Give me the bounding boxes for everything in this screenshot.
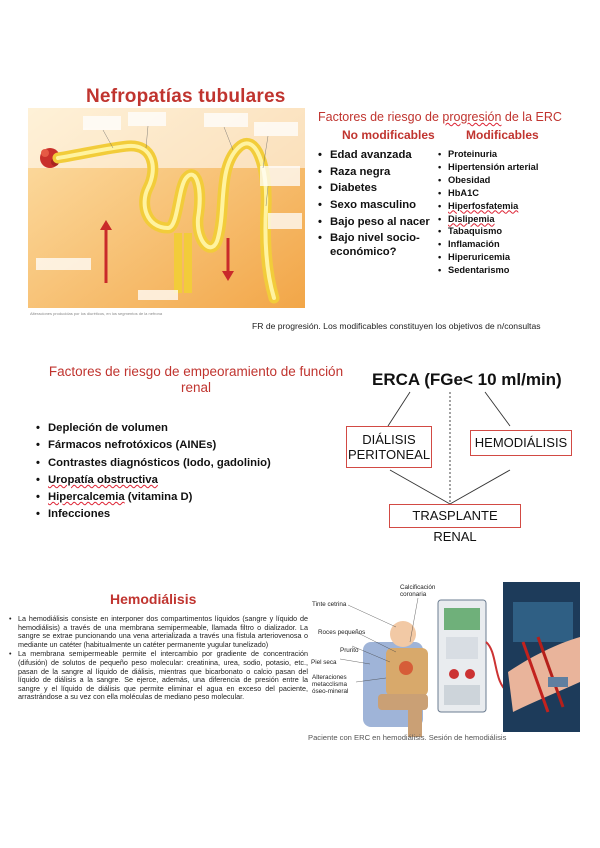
list-item: • Depleción de volumen: [36, 420, 271, 437]
list-item: • Hiperfosfatemia: [438, 200, 573, 213]
list-item: • Sexo masculino: [318, 199, 436, 213]
modifiable-header: Modificables: [466, 128, 539, 142]
worsening-factors-list: [36, 420, 271, 524]
trasplante-box: TRASPLANTE RENAL: [389, 504, 521, 528]
list-item: • Tabaquismo: [438, 225, 573, 238]
hemodialysis-photo: [503, 582, 580, 732]
progression-note: FR de progresión. Los modificables constituyen los objetivos de n/consultas: [252, 321, 541, 331]
hemodialysis-paragraphs: [8, 615, 308, 703]
list-item: • Hipertensión arterial: [438, 161, 573, 174]
hemodialysis-illustration: [308, 582, 580, 745]
list-item: • Bajo nivel socio-económico?: [318, 232, 436, 259]
label-alteraciones: Alteraciones metacclisma óseo-mineral: [312, 674, 349, 695]
list-item: • Fármacos nefrotóxicos (AINEs): [36, 437, 271, 454]
hemodialisis-box: HEMODIÁLISIS: [470, 430, 572, 456]
list-item: • Sedentarismo: [438, 264, 573, 277]
list-item: • Infecciones: [36, 506, 271, 523]
label-calcificacion: Calcificación coronaria: [400, 584, 436, 598]
non-modifiable-header: No modificables: [342, 128, 435, 142]
list-item: • HbA1C: [438, 187, 573, 200]
list-item: • Proteinuria: [438, 148, 573, 161]
list-item: • Diabetes: [318, 182, 436, 196]
list-item: • Obesidad: [438, 174, 573, 187]
erca-title: ERCA (FGe< 10 ml/min): [372, 370, 562, 389]
label-roces: Roces pequeños: [318, 629, 366, 636]
progression-risk-panel: [318, 110, 568, 290]
list-item: • Hipercalcemia (vitamina D): [36, 489, 271, 506]
modifiable-list: [438, 148, 573, 277]
list-item: • La membrana semipermeable permite el intercambio por gradiente de concentración (difusión) de solutos de pequeño peso molecular: creatinina, urea, sodio, potasio, etc., pasan de la sangre al líquido de diálisis, mientras que bicarbonato o calcio pasan del líquido de diálisis a la sangre. Se ejerce, además, una diferencia de presión entre la sangre y el líquido de diálisis que permite eliminar el agua en exceso del paciente, arrastrándose a su vez con ella moléculas de mediano peso molecular.: [8, 650, 308, 702]
list-item: • Contrastes diagnósticos (Iodo, gadolinio): [36, 455, 271, 472]
nephron-slide: [28, 74, 305, 319]
label-piel: Piel seca: [311, 659, 337, 666]
slide3-caption: Paciente con ERC en hemodiálisis. Sesión de hemodiálisis: [308, 733, 507, 742]
slide3-title: Hemodiálisis: [110, 591, 197, 607]
label-tinte: Tinte cetrina: [312, 601, 347, 608]
list-item: • Dislipemia: [438, 213, 573, 226]
list-item: • Edad avanzada: [318, 149, 436, 163]
slide1-caption: Alteraciones producidas por los diuréticos, en los segmentos de la nefrona: [30, 311, 163, 316]
dialisis-peritoneal-box: DIÁLISIS PERITONEAL: [346, 426, 432, 468]
list-item: • Raza negra: [318, 166, 436, 180]
nephron-diagram: [28, 108, 305, 308]
list-item: • Hiperuricemia: [438, 251, 573, 264]
non-modifiable-list: [318, 149, 436, 263]
risk-title: Factores de riesgo de progresión de la ERC: [318, 110, 562, 124]
list-item: • La hemodiálisis consiste en interponer dos compartimentos líquidos (sangre y líquido de hemodiálisis) a través de una membrana semipermeable, llamada filtro o dializador. La sangre se extrae puncionando una vena arterializada a través una fístula arteriovenosa o mediante un catéter (habitualmente un catéter permanente yugular tunelizado): [8, 615, 308, 649]
label-prurito: Prurito: [340, 647, 359, 654]
list-item: • Bajo peso al nacer: [318, 216, 436, 230]
list-item: • Uropatía obstructiva: [36, 472, 271, 489]
slide1-title: Nefropatías tubulares: [86, 86, 286, 107]
slide2-title: Factores de riesgo de empeoramiento de función renal: [48, 364, 344, 395]
list-item: • Inflamación: [438, 238, 573, 251]
